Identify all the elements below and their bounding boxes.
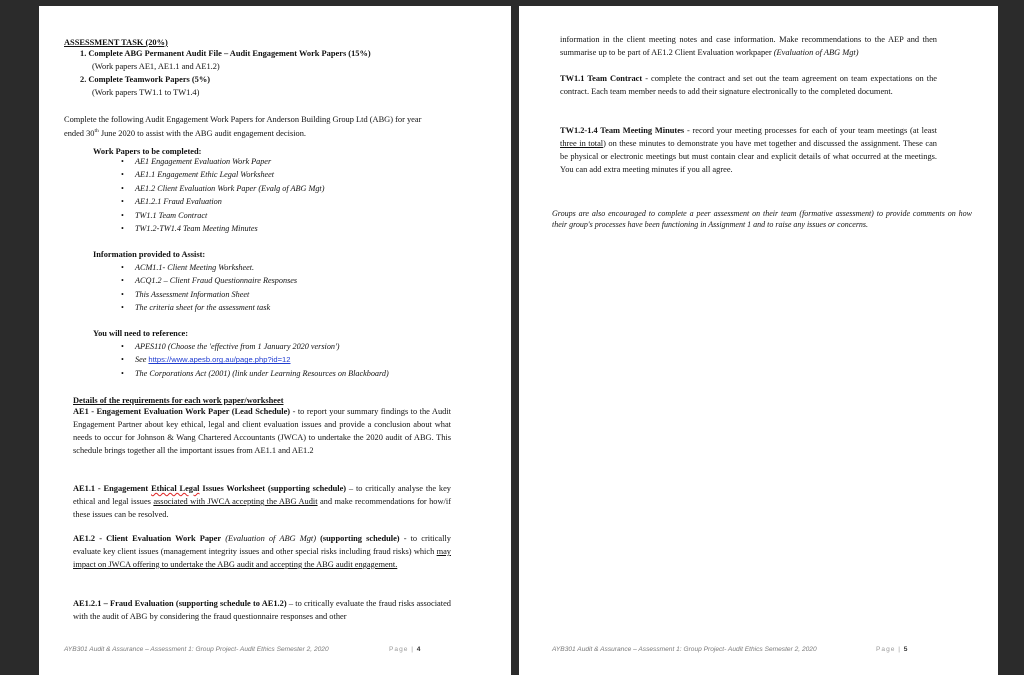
intro-line-1: Complete the following Audit Engagement Work Papers for Anderson Building Group Ltd (ABG) for year (64, 115, 422, 124)
apesb-link[interactable]: https://www.apesb.org.au/page.php?id=12 (148, 355, 291, 365)
list-item: • ACM1.1- Client Meeting Worksheet. (121, 263, 255, 272)
details-heading: Details of the requirements for each work paper/worksheet (73, 396, 284, 405)
list-item: • TW1.2-TW1.4 Team Meeting Minutes (121, 223, 258, 233)
peer-assessment-note: Groups are also encouraged to complete a peer assessment on their team (formative assessment) to provide comments on how their group's processes have been functioning in Assignment 1 and to raise any issues or concerns. (552, 209, 972, 229)
page-footer: AYB301 Audit & Assurance – Assessment 1: Group Project- Audit Ethics Semester 2, 2020 (552, 646, 817, 653)
ae121-paragraph: AE1.2.1 – Fraud Evaluation (supporting schedule to AE1.2) – to critically evaluate the fraud risks associated with the audit of ABG by considering the fraud questionnaire responses and other (73, 599, 451, 621)
page-number: Page | 4 (389, 646, 421, 653)
list-item: • TW1.1 Team Contract (121, 210, 208, 220)
work-papers-list (119, 155, 324, 235)
task-item-2-title: 2. Complete Teamwork Papers (5%) (80, 75, 211, 84)
list-item: • AE1 Engagement Evaluation Work Paper (121, 157, 272, 166)
continued-paragraph: information in the client meeting notes and case information. Make recommendations to the AEP and then summarise up to be part of AE1.2 Client Evaluation workpaper (Evaluation of ABG Mgt) (560, 35, 937, 57)
task-item-1-subtitle: (Work papers AE1, AE1.1 and AE1.2) (92, 62, 220, 71)
info-heading: Information provided to Assist: (93, 250, 206, 259)
info-list (119, 261, 297, 315)
list-item: • This Assessment Information Sheet (121, 289, 250, 299)
list-item: • AE1.1 Engagement Ethic Legal Worksheet (121, 170, 275, 180)
tw12-paragraph: TW1.2-1.4 Team Meeting Minutes - record your meeting processes for each of your team meetings (at least three in total) on these minutes to demonstrate you have met together and discussed the assignment. These can be physical or electronic meetings but must contain clear and explicit details of what occurred at the meetings. You can add extra meeting minutes if you all agree. (560, 126, 937, 174)
list-item: • See https://www.apesb.org.au/page.php?id=12 (121, 355, 291, 365)
assessment-heading: ASSESSMENT TASK (20%) (64, 38, 168, 47)
reference-heading: You will need to reference: (93, 329, 189, 338)
task-item-1-title: 1. Complete ABG Permanent Audit File – Audit Engagement Work Papers (15%) (80, 49, 371, 58)
ae1-paragraph: AE1 - Engagement Evaluation Work Paper (Lead Schedule) - to report your summary findings to the Audit Engagement Partner about key ethical, legal and client evaluation issues and provide a conclusion about what needs to occur for Johnson & Wang Chartered Accountants (JWCA) to undertake the 2020 audit of ABG. This schedule brings together all the important issues from AE1.1 and AE1.2 (73, 407, 451, 455)
document-page-4 (39, 6, 511, 675)
list-item: • ACQ1.2 – Client Fraud Questionnaire Responses (121, 276, 298, 286)
list-item: • APES110 (Choose the 'effective from 1 January 2020 version') (121, 342, 340, 351)
ae11-paragraph: AE1.1 - Engagement Ethical Legal Issues Worksheet (supporting schedule) – to critically analyse the key ethical and legal issues associated with JWCA accepting the ABG Audit and make recommendations for how/if these issues can be resolved. (73, 484, 451, 519)
ae12-paragraph: AE1.2 - Client Evaluation Work Paper (Evaluation of ABG Mgt) (supporting schedule) - to critically evaluate key client issues (management integrity issues and other special risks including fraud risks) which may impact on JWCA offering to undertake the ABG audit and accepting the ABG audit engagement. (73, 534, 451, 569)
list-item: • AE1.2 Client Evaluation Work Paper (Evalg of ABG Mgt) (121, 183, 325, 193)
reference-list (119, 340, 389, 380)
intro-line-2: ended 30th June 2020 to assist with the ABG audit engagement decision. (64, 128, 307, 138)
page-number: Page | 5 (876, 646, 908, 653)
list-item: • AE1.2.1 Fraud Evaluation (121, 197, 222, 207)
task-item-2-subtitle: (Work papers TW1.1 to TW1.4) (92, 88, 200, 97)
list-item: • The criteria sheet for the assessment task (121, 303, 271, 313)
document-page-5 (519, 6, 998, 675)
work-papers-heading: Work Papers to be completed: (93, 147, 202, 156)
list-item: • The Corporations Act (2001) (link under Learning Resources on Blackboard) (121, 368, 389, 378)
page-footer: AYB301 Audit & Assurance – Assessment 1: Group Project- Audit Ethics Semester 2, 2020 (64, 646, 329, 653)
tw11-paragraph: TW1.1 Team Contract - complete the contract and set out the team agreement on team expectations on the contract. Each team member needs to add their signature electronically to the completed document. (560, 74, 938, 96)
